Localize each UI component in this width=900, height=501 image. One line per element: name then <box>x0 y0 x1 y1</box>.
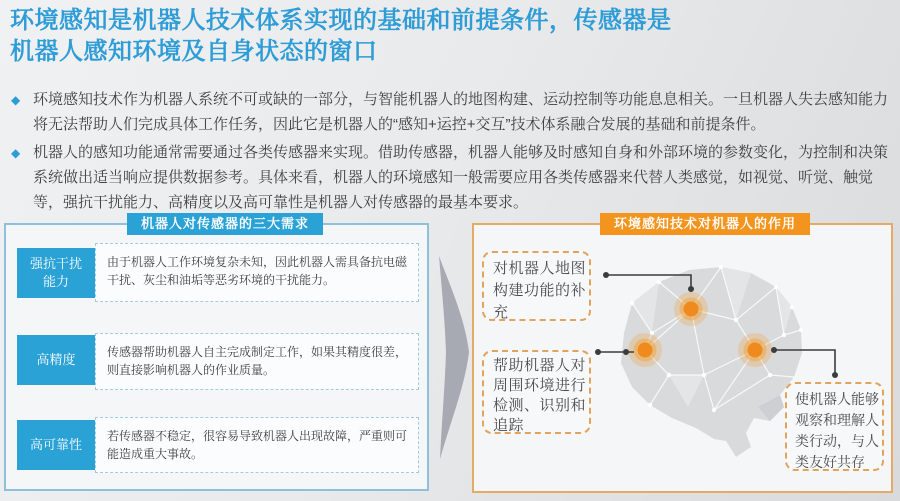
perception-functions-panel-title: 环境感知技术对机器人的作用 <box>600 213 810 235</box>
demand-description: 传感器帮助机器人自主完成制定工作，如果其精度很差，则直接影响机器人的作业质量。 <box>95 333 419 390</box>
sensor-node-right <box>738 333 772 367</box>
sensor-demands-panel <box>4 216 429 491</box>
diamond-bullet-icon: ◆ <box>11 93 21 107</box>
callout-human-understanding: 使机器人能够观察和理解人类行动，与人类友好共存 <box>785 382 884 471</box>
flow-arrow-icon <box>431 250 477 465</box>
bullet-item-1 <box>10 87 892 137</box>
bullet-item-2 <box>10 140 892 215</box>
diamond-bullet-icon: ◆ <box>11 146 21 160</box>
bullet-text-1: 环境感知技术作为机器人系统不可或缺的一部分，与智能机器人的地图构建、运动控制等功能息息相关。一旦机器人失去感知能力将无法帮助人们完成具体工作任务，因此它是机器人的“感知+运控+交互”技术体系融合发展的基础和前提条件。 <box>33 91 889 133</box>
callout-environment-detection: 帮助机器人对周围环境进行检测、识别和追踪 <box>482 350 591 434</box>
perception-functions-panel <box>472 216 893 493</box>
page-title <box>10 5 890 67</box>
sensor-node-top <box>674 292 708 326</box>
sensor-node-left <box>628 333 662 367</box>
demand-description: 由于机器人工作环境复杂未知，因此机器人需具备抗电磁干扰、灰尘和油垢等恶劣环境的干扰能力。 <box>95 243 419 302</box>
demand-label: 高精度 <box>17 335 95 385</box>
bullet-list <box>10 87 892 218</box>
title-line-1: 环境感知是机器人技术体系实现的基础和前提条件，传感器是 <box>10 7 672 34</box>
demand-label: 强抗干扰能力 <box>17 248 95 298</box>
bullet-text-2: 机器人的感知功能通常需要通过各类传感器来实现。借助传感器，机器人能够及时感知自身和外部环境的参数变化，为控制和决策系统做出适当响应提供数据参考。具体来看，机器人的环境感知一般需要应用各类传感器来代替人类感觉，如视觉、听觉、触觉等，强抗干扰能力、高精度以及高可靠性是机器人对传感器的最基本要求。 <box>33 144 889 211</box>
demand-description: 若传感器不稳定，很容易导致机器人出现故障，严重则可能造成重大事故。 <box>95 417 419 473</box>
callout-map-building: 对机器人地图构建功能的补充 <box>482 251 591 321</box>
demand-label: 高可靠性 <box>17 420 95 470</box>
sensor-demands-panel-title: 机器人对传感器的三大需求 <box>127 213 323 235</box>
title-line-2: 机器人感知环境及自身状态的窗口 <box>10 38 378 65</box>
